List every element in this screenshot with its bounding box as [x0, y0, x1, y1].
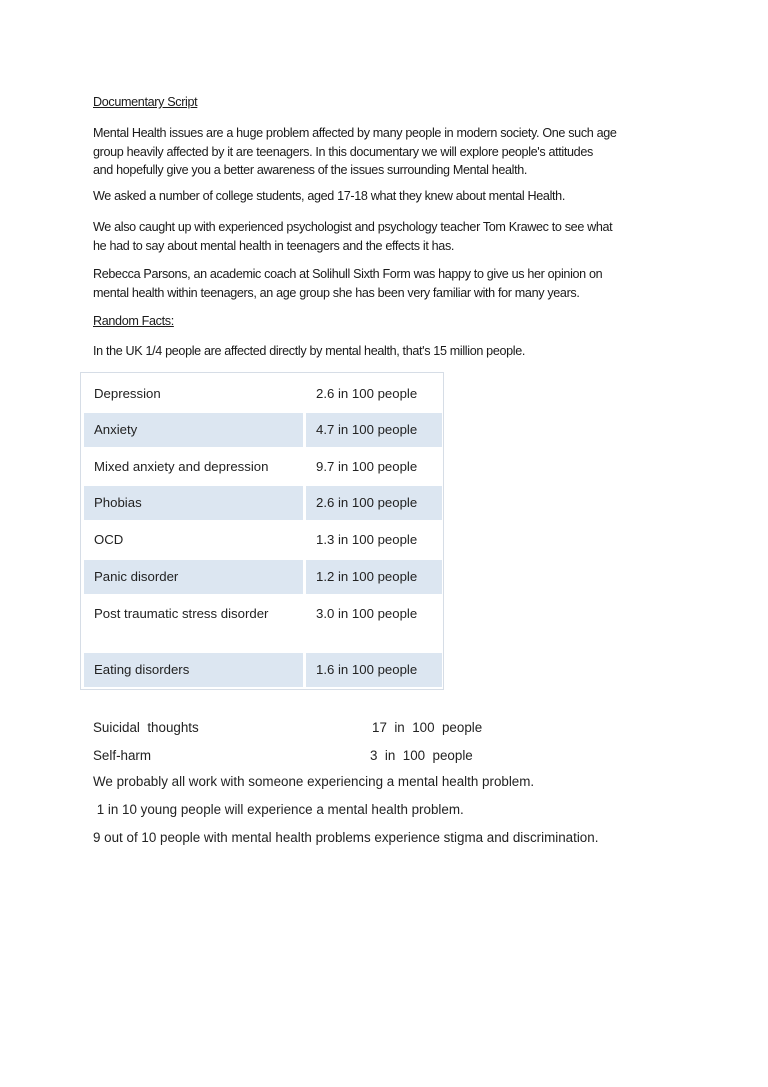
table-row	[84, 450, 442, 484]
coach-line: Rebecca Parsons, an academic coach at Solihull Sixth Form was happy to give us her opinion on	[93, 267, 603, 281]
rate-cell: 1.6 in 100 people	[306, 653, 442, 687]
condition-cell: Eating disorders	[84, 653, 303, 687]
condition-cell: Mixed anxiety and depression	[94, 459, 269, 474]
coach-line: mental health within teenagers, an age group she has been very familiar with for many years.	[93, 285, 580, 300]
condition-cell: Anxiety	[84, 413, 303, 447]
condition-cell: Panic disorder	[84, 560, 303, 594]
table-row	[84, 597, 442, 651]
condition-cell: OCD	[94, 532, 124, 547]
uk-fact: In the UK 1/4 people are affected directly by mental health, that's 15 million people.	[93, 344, 526, 358]
condition-cell: Post traumatic stress disorder	[94, 606, 269, 621]
intro-line: group heavily affected by it are teenagers. In this documentary we will explore people's attitudes	[93, 144, 593, 159]
document-heading: Documentary Script	[93, 95, 198, 109]
intro-paragraph	[93, 124, 683, 180]
psychologist-line: he had to say about mental health in teenagers and the effects it has.	[93, 238, 455, 253]
stat-self-harm	[93, 748, 513, 766]
table-row	[84, 413, 442, 447]
psychologist-line: We also caught up with experienced psychologist and psychology teacher Tom Krawec to see what	[93, 220, 613, 234]
closing-line: 1 in 10 young people will experience a mental health problem.	[93, 802, 464, 817]
table-row	[84, 377, 442, 411]
students-paragraph: We asked a number of college students, aged 17-18 what they knew about mental Health.	[93, 189, 565, 203]
stat-label: Self-harm	[93, 748, 152, 763]
rate-cell: 1.3 in 100 people	[316, 532, 418, 547]
rate-cell: 9.7 in 100 people	[316, 459, 418, 474]
table-row	[84, 523, 442, 557]
closing-line: 9 out of 10 people with mental health problems experience stigma and discrimination.	[93, 830, 599, 845]
table-row	[84, 560, 442, 594]
intro-line: Mental Health issues are a huge problem affected by many people in modern society. One such age	[93, 126, 617, 140]
table-row	[84, 486, 442, 520]
closing-line: We probably all work with someone experiencing a mental health problem.	[93, 774, 535, 789]
rate-cell: 1.2 in 100 people	[306, 560, 442, 594]
rate-cell: 4.7 in 100 people	[306, 413, 442, 447]
stat-value: 3 in 100 people	[370, 748, 473, 763]
statistics-table	[80, 372, 444, 690]
table-row	[84, 653, 442, 687]
random-facts-heading: Random Facts:	[93, 314, 174, 328]
coach-paragraph	[93, 265, 683, 302]
intro-line: and hopefully give you a better awareness of the issues surrounding Mental health.	[93, 163, 528, 177]
condition-cell: Phobias	[84, 486, 303, 520]
rate-cell: 3.0 in 100 people	[316, 606, 418, 621]
psychologist-paragraph	[93, 218, 683, 255]
stat-label: Suicidal thoughts	[93, 720, 199, 735]
rate-cell: 2.6 in 100 people	[306, 486, 442, 520]
stat-suicidal-thoughts	[93, 720, 513, 738]
stat-value: 17 in 100 people	[372, 720, 483, 735]
condition-cell: Depression	[94, 386, 161, 401]
rate-cell: 2.6 in 100 people	[316, 386, 418, 401]
